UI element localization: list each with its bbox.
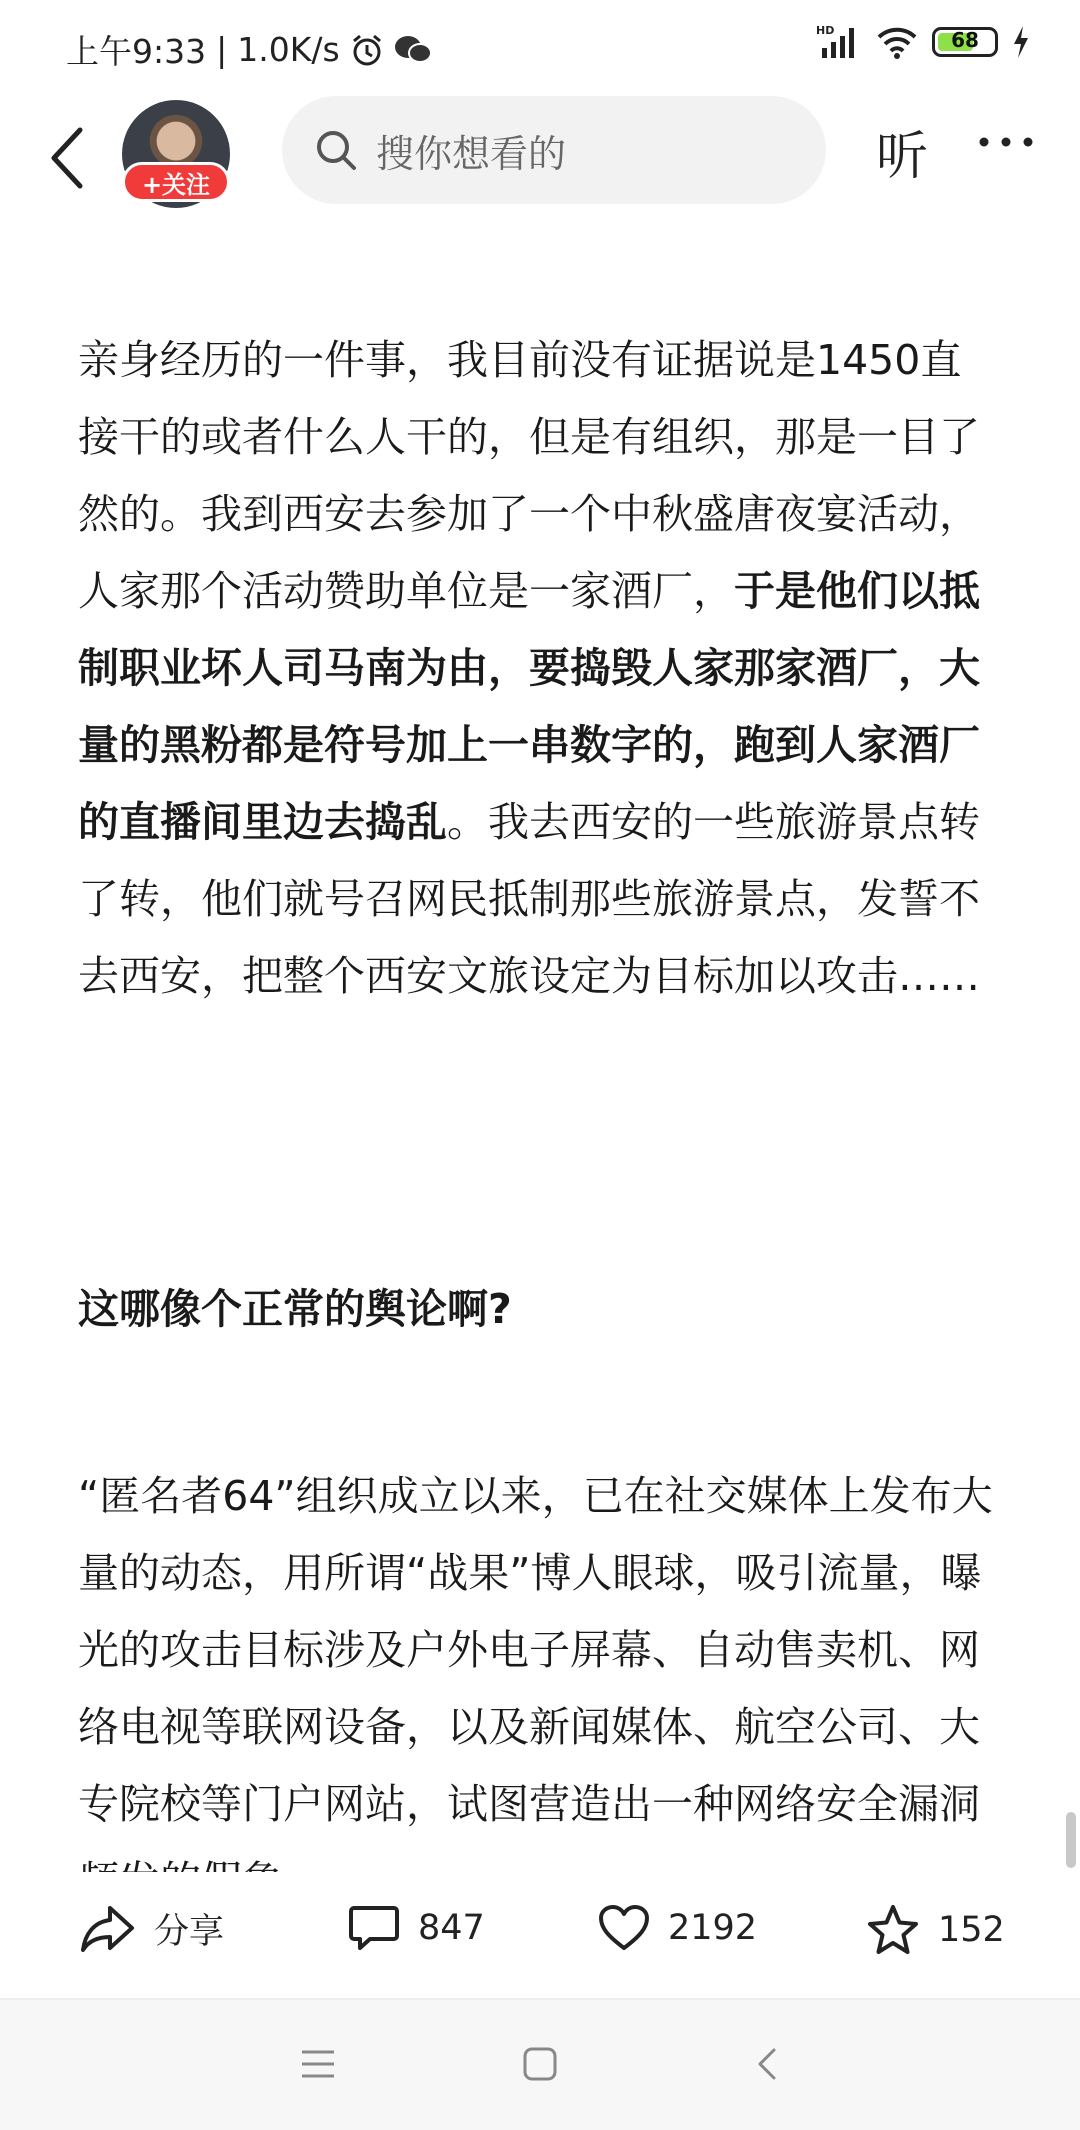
favorite-button[interactable] xyxy=(866,1904,1005,1956)
app-header xyxy=(0,100,1080,230)
wifi-icon xyxy=(876,25,918,59)
comment-button[interactable] xyxy=(348,1904,485,1952)
back-icon[interactable] xyxy=(40,118,100,198)
battery-indicator xyxy=(932,27,998,57)
search-input[interactable] xyxy=(282,96,826,204)
article-text: 亲身经历的一件事，我目前没有证据说是1450直接干的或者什么人干的，但是有组织，那是一目了然的。我到西安去参加了一个中秋盛唐夜宴活动，人家那个活动赞助单位是一家酒厂， xyxy=(78,336,980,615)
like-count: 2192 xyxy=(668,1908,758,1948)
status-left: 上午9:33 | 1.0K/s xyxy=(66,26,432,73)
more-icon[interactable] xyxy=(976,112,1036,172)
charging-icon xyxy=(1012,26,1030,58)
status-bar xyxy=(0,0,1080,100)
share-icon xyxy=(80,1904,136,1954)
hd-label: HD xyxy=(816,24,835,37)
article-text: 。我去西安的一些旅游景点转了转，他们就号召网民抵制那些旅游景点，发誓不去西安，把整个西安文旅设定为目标加以攻击…… xyxy=(78,798,980,1000)
alarm-icon xyxy=(350,33,384,67)
like-button[interactable] xyxy=(598,1904,757,1952)
listen-button[interactable]: 听 xyxy=(876,127,929,187)
favorite-count: 152 xyxy=(938,1910,1005,1950)
article-paragraph-2: “匿名者64”组织成立以来，已在社交媒体上发布大量的动态，用所谓“战果”博人眼球，吸引流量，曝光的攻击目标涉及户外电子屏幕、自动售卖机、网络电视等联网设备，以及新闻媒体、航空公司、大专院校等门户网站，试图营造出一种网络安全漏洞 xyxy=(78,1472,993,1828)
share-button[interactable] xyxy=(80,1904,224,1954)
signal-icon xyxy=(816,24,862,60)
article-bold-text: 于是他们以抵制职业坏人司马南为由，要捣毁人家那家酒厂，大量的黑粉都是符号加上一串数字的，跑到人家酒厂的直播间里边去捣乱 xyxy=(78,567,980,846)
follow-button[interactable]: +关注 xyxy=(122,162,230,202)
battery-level: 68 xyxy=(951,28,979,52)
status-time: 上午9:33 xyxy=(66,32,207,71)
status-right xyxy=(816,24,1030,60)
article-subheading: 这哪像个正常的舆论啊? xyxy=(78,1285,512,1333)
wechat-icon xyxy=(394,34,432,66)
system-nav-bar xyxy=(0,2000,1080,2130)
star-icon xyxy=(866,1904,920,1956)
scrollbar[interactable] xyxy=(1066,1812,1076,1868)
share-label: 分享 xyxy=(154,1912,225,1952)
menu-icon[interactable] xyxy=(298,2044,338,2084)
search-placeholder: 搜你想看的 xyxy=(376,131,567,176)
heart-icon xyxy=(598,1904,650,1952)
article-paragraph-1 xyxy=(78,322,1000,1015)
comment-count: 847 xyxy=(418,1908,485,1948)
nav-back-icon[interactable] xyxy=(748,2044,788,2084)
search-icon xyxy=(314,128,358,172)
network-speed: 1.0K/s xyxy=(237,30,340,69)
comment-icon xyxy=(348,1904,400,1952)
home-icon[interactable] xyxy=(520,2044,560,2084)
action-bar xyxy=(0,1872,1080,2000)
